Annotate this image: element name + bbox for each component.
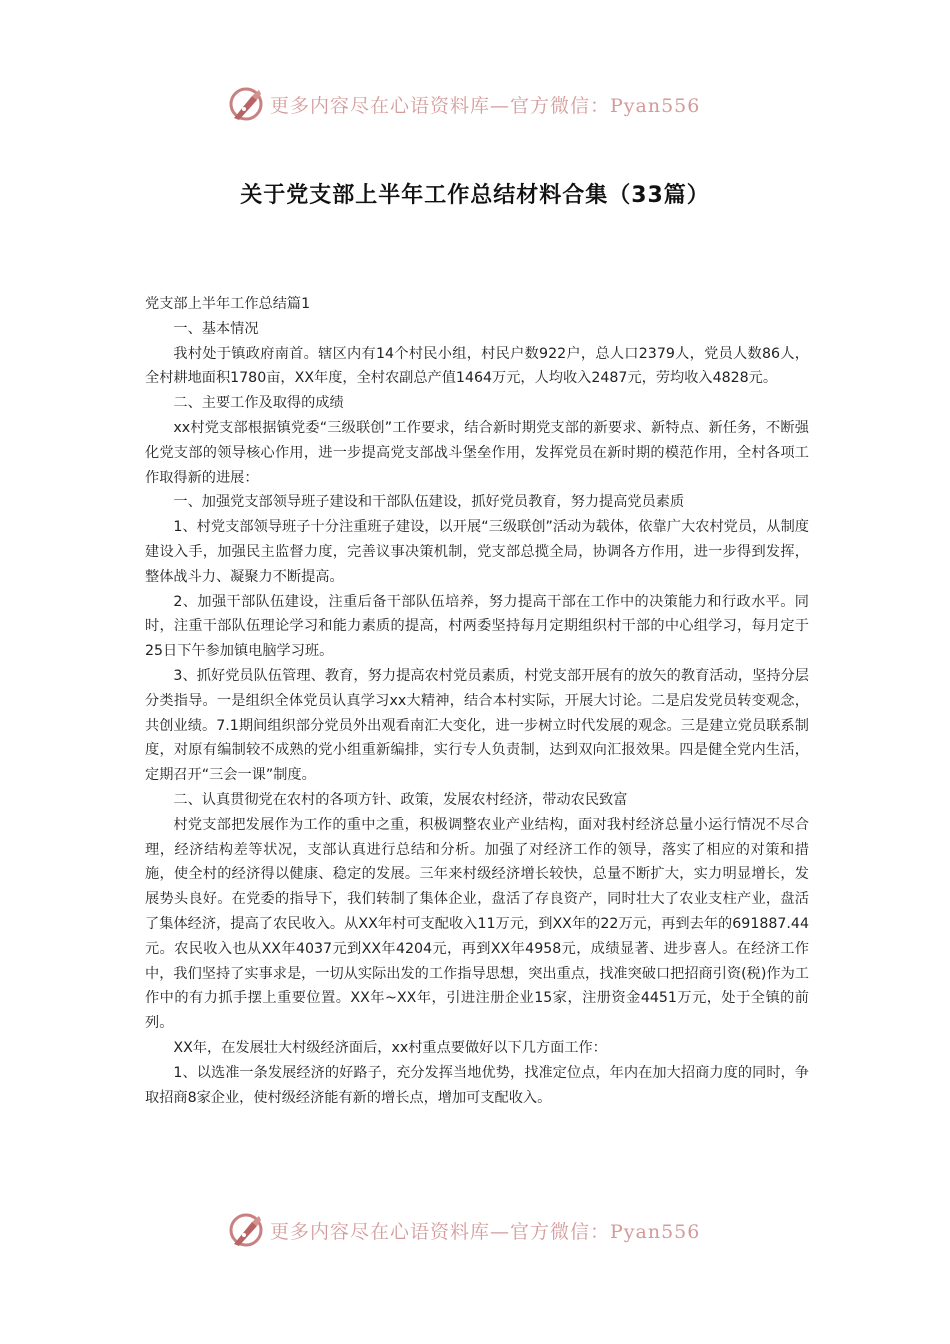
paragraph: 1、村党支部领导班子十分注重班子建设，以开展“三级联创”活动为载体，依靠广大农村党员，从制度建设入手，加强民主监督力度，完善议事决策机制，党支部总揽全局，协调各方作用，进一步得到发挥，整体战斗力、凝聚力不断提高。 [145,519,809,585]
paragraph: 我村处于镇政府南首。辖区内有14个村民小组，村民户数922户，总人口2379人，党员人数86人，全村耕地面积1780亩，XX年度，全村农副总产值1464万元，人均收入2487元，劳均收入4828元。 [145,345,809,387]
watermark-text: 更多内容尽在心语资料库—官方微信：Pyan556 [270,1220,701,1243]
subheading: 二、认真贯彻党在农村的各项方针、政策，发展农村经济，带动农民致富 [173,791,628,808]
paragraph: 3、抓好党员队伍管理、教育，努力提高农村党员素质，村党支部开展有的放矢的教育活动，坚持分层分类指导。一是组织全体党员认真学习xx大精神，结合本村实际，开展大讨论。二是启发党员转变观念，共创业绩。7.1期间组织部分党员外出观看南汇大变化，进一步树立时代发展的观念。三是建立党员联系制度，对原有编制较不成熟的党小组重新编排，实行专人负责制，达到双向汇报效果。四是健全党内生活，定期召开“三会一课”制度。 [145,667,809,784]
paragraph: 1、以选准一条发展经济的好路子，充分发挥当地优势，找准定位点，年内在加大招商力度的同时，争取招商8家企业，使村级经济能有新的增长点，增加可支配收入。 [145,1064,809,1106]
paragraph: XX年，在发展壮大村级经济面后，xx村重点要做好以下几方面工作： [173,1039,607,1056]
document-body [145,292,809,1110]
watermark-text: 更多内容尽在心语资料库—官方微信：Pyan556 [270,94,701,117]
section-heading: 党支部上半年工作总结篇1 [145,296,311,312]
paragraph: 2、加强干部队伍建设，注重后备干部队伍培养，努力提高干部在工作中的决策能力和行政水平。同时，注重干部队伍理论学习和能力素质的提高，村两委坚持每月定期组织村干部的中心组学习，每月定于25日下午参加镇电脑学习班。 [145,593,809,660]
paragraph: xx村党支部根据镇党委“三级联创”工作要求，结合新时期党支部的新要求、新特点、新任务，不断强化党支部的领导核心作用，进一步提高党支部战斗堡垒作用，发挥党员在新时期的模范作用，全村各项工作取得新的进展： [145,419,809,486]
paragraph: 村党支部把发展作为工作的重中之重，积极调整农业产业结构，面对我村经济总量小运行情况不尽合理，经济结构差等状况，支部认真进行总结和分析。加强了对经济工作的领导，落实了相应的对策和措施，使全村的经济得以健康、稳定的发展。三年来村级经济增长较快，总量不断扩大，实力明显增长，发展势头良好。在党委的指导下，我们转制了集体企业，盘活了存良资产，同时壮大了农业支柱产业，盘活了集体经济，提高了农民收入。从XX年村可支配收入11万元，到XX年的22万元，再到去年的691887.44元。农民收入也从XX年4037元到XX年4204元，再到XX年4958元，成绩显著、进步喜人。在经济工作中，我们坚持了实事求是，一切从实际出发的工作指导思想，突出重点，找准突破口把招商引资(税)作为工作中的有力抓手摆上重要位置。XX年~XX年，引进注册企业15家，注册资金4451万元，处于全镇的前列。 [145,816,809,1032]
header-watermark [226,82,700,126]
document-title: 关于党支部上半年工作总结材料合集（33篇） [240,183,710,208]
footer-watermark [226,1208,700,1252]
subheading: 一、加强党支部领导班子建设和干部队伍建设，抓好党员教育，努力提高党员素质 [173,494,685,511]
pen-nib-logo-icon [226,1210,266,1250]
subheading: 二、主要工作及取得的成绩 [173,395,344,412]
subheading: 一、基本情况 [173,320,259,337]
pen-nib-logo-icon [226,84,266,124]
